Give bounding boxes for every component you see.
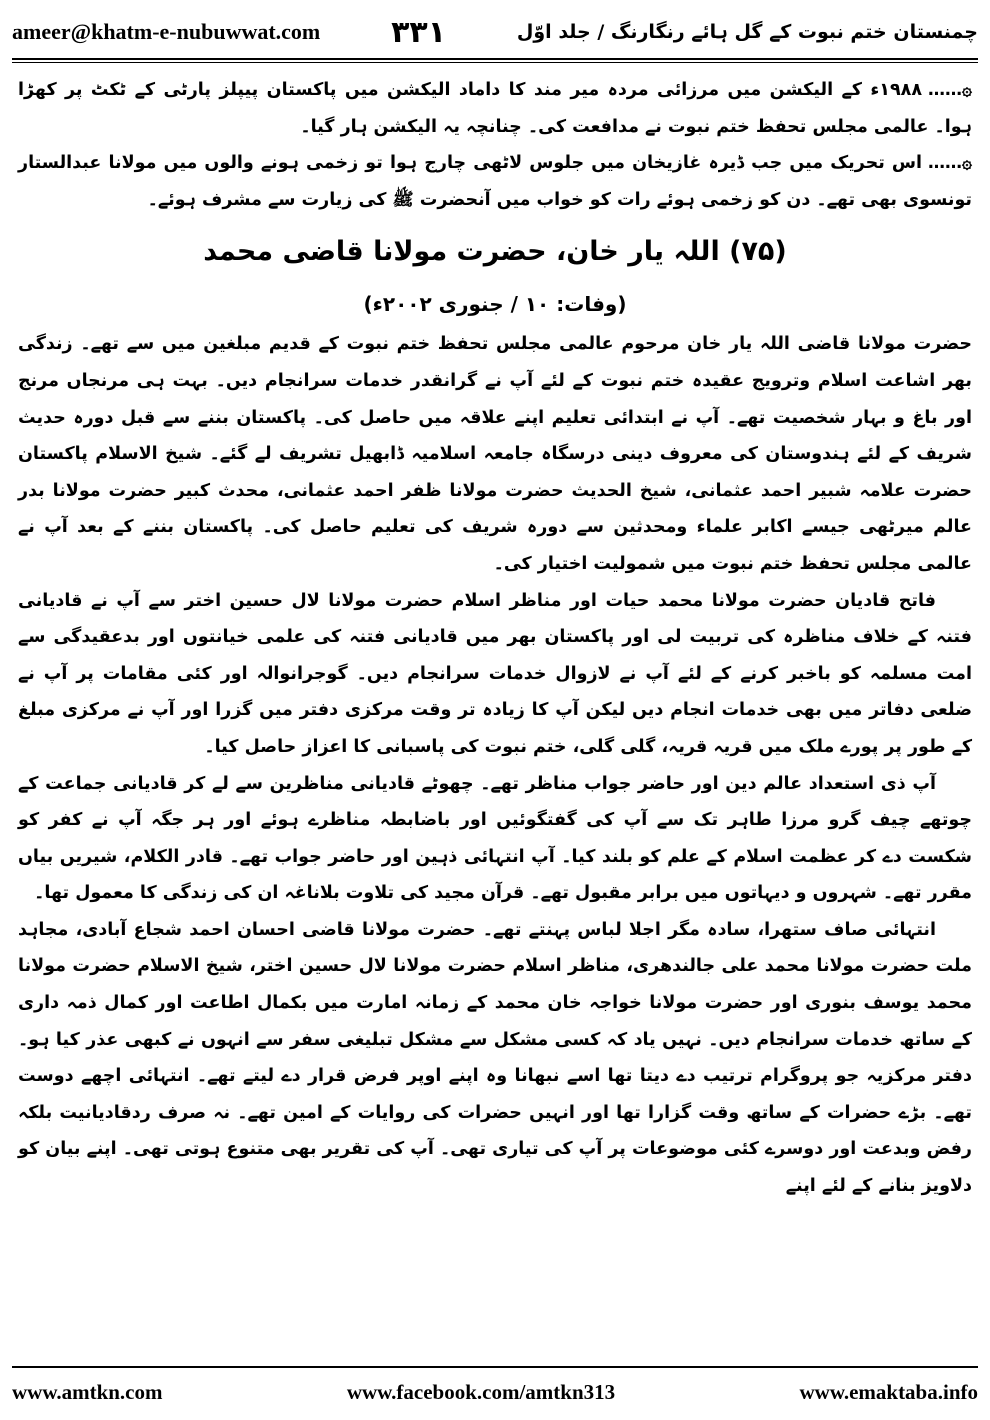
page-footer: [12, 1372, 978, 1412]
body-paragraph: حضرت مولانا قاضی اللہ یار خان مرحوم عالمی مجلس تحفظ ختم نبوت کے قدیم مبلغین میں سے تھے۔ زندگی بھر اشاعت اسلام وترویج عقیدہ ختم نبوت کے لئے آپ نے گرانقدر خدمات سرانجام دیں۔ بہت ہی مرنجاں مرنج اور باغ و بہار شخصیت تھے۔ آپ نے ابتدائی تعلیم اپنے علاقہ میں حاصل کی۔ پاکستان بننے سے قبل دورہ حدیث شریف کے لئے ہندوستان کی معروف دینی درسگاہ جامعہ اسلامیہ ڈابھیل تشریف لے گئے۔ شیخ الاسلام پاکستان حضرت علامہ شبیر احمد عثمانی، شیخ الحدیث حضرت مولانا ظفر احمد عثمانی، محدث کبیر حضرت مولانا بدر عالم میرٹھی جیسے اکابر علماء ومحدثین سے دورہ شریف کی تعلیم حاصل کی۔ پاکستان بننے کے بعد آپ نے عالمی مجلس تحفظ ختم نبوت میں شمولیت اختیار کی۔: [18, 334, 972, 574]
page-number: ۳۳۱: [391, 14, 447, 50]
book-title: چمنستان ختم نبوت کے گل ہائے رنگارنگ / جلد اوّل: [516, 21, 978, 43]
page-body: [18, 72, 972, 1360]
header-divider-thin: [12, 62, 978, 63]
footer-link-facebook[interactable]: www.facebook.com/amtkn313: [346, 1379, 616, 1404]
body-paragraph: انتہائی صاف ستھرا، سادہ مگر اجلا لباس پہنتے تھے۔ حضرت مولانا قاضی احسان احمد شجاع آبادی، مجاہد ملت حضرت مولانا محمد علی جالندھری، مناظر اسلام حضرت مولانا لال حسین اختر، شیخ الاسلام حضرت مولانا محمد یوسف بنوری اور حضرت مولانا خواجہ خان محمد کے زمانہ امارت میں بکمال اطاعت اور کمال ذمہ داری کے ساتھ خدمات سرانجام دیں۔ نہیں یاد کہ کسی مشکل سے مشکل تبلیغی سفر سے انہوں نے کبھی عذر کیا ہو۔ دفتر مرکزیہ جو پروگرام ترتیب دے دیتا تھا اسے نبھانا وہ اپنے اوپر فرض قرار دے لیتے تھے۔ انتہائی اچھے دوست تھے۔ بڑے حضرات کے ساتھ وقت گزارا تھا اور انہیں حضرات کی روایات کے امین تھے۔ نہ صرف ردقادیانیت بلکہ رفض وبدعت اور دوسرے کئی موضوعات پر آپ کی تیاری تھی۔ آپ کی تقریر بھی متنوع ہوتی تھی۔ اپنے بیان کو دلاویز بنانے کے لئے اپنے: [18, 919, 972, 1197]
header-email[interactable]: ameer@khatm-e-nubuwwat.com: [12, 19, 321, 44]
body-paragraph: فاتح قادیان حضرت مولانا محمد حیات اور مناظر اسلام حضرت مولانا لال حسین اختر سے آپ نے قادیانی فتنہ کے خلاف مناظرہ کی تربیت لی اور پاکستان بھر میں قادیانی فتنہ کی علمی خیانتوں اور بدعقیدگی سے امت مسلمہ کو باخبر کرنے کے لئے آپ نے لازوال خدمات سرانجام دیں۔ گوجرانوالہ اور کئی مقامات پر آپ نے ضلعی دفاتر میں بھی خدمات انجام دیں لیکن آپ کا زیادہ تر وقت مرکزی دفتر میں گزرا اور آپ نے مرکزی مبلغ کے طور پر پورے ملک میں قریہ قریہ، گلی گلی، ختم نبوت کی پاسبانی کا اعزاز حاصل کیا۔: [18, 590, 972, 757]
body-paragraph: آپ ذی استعداد عالم دین اور حاضر جواب مناظر تھے۔ چھوٹے قادیانی مناظرین سے لے کر قادیانی جماعت کے چوتھے چیف گرو مرزا طاہر تک سے آپ کی گفتگوئیں اور باضابطہ مناظرے ہوئے اور ہر جگہ آپ نے کفر کو شکست دے کر عظمت اسلام کے علم کو بلند کیا۔ آپ انتہائی ذہین اور حاضر جواب تھے۔ قادر الکلام، شیریں بیاں مقرر تھے۔ شہروں و دیہاتوں میں برابر مقبول تھے۔ قرآن مجید کی تلاوت بلاناغہ ان کی زندگی کا معمول تھا۔: [18, 773, 972, 904]
bullet-text: ۱۹۸۸ء کے الیکشن میں مرزائی مردہ میر مند کا داماد الیکشن میں پاکستان پیپلز پارٹی کے ٹکٹ پر کھڑا ہوا۔ عالمی مجلس تحفظ ختم نبوت نے مدافعت کی۔ چنانچہ یہ الیکشن ہار گیا۔: [18, 80, 972, 137]
footer-link-amtkn[interactable]: www.amtkn.com: [12, 1379, 163, 1404]
bullet-item: [18, 145, 972, 218]
flower-bullet-icon: ۞……: [928, 153, 972, 174]
section-heading: (۷۵) اللہ یار خان، حضرت مولانا قاضی محمد: [203, 236, 787, 268]
footer-divider: [12, 1366, 978, 1368]
bullet-text: اس تحریک میں جب ڈیرہ غازیخان میں جلوس لاٹھی چارج ہوا تو زخمی ہونے والوں میں مولانا عبدالستار تونسوی بھی تھے۔ دن کو زخمی ہوئے رات کو خواب میں آنحضرت ﷺ کی زیارت سے مشرف ہوئے۔: [18, 153, 972, 210]
death-date: (وفات: ۱۰ / جنوری ۲۰۰۲ء): [363, 292, 627, 317]
footer-link-emaktaba[interactable]: www.emaktaba.info: [799, 1379, 978, 1404]
header-divider: [12, 58, 978, 60]
flower-bullet-icon: ۞……: [928, 80, 972, 100]
page-header: [12, 8, 978, 56]
bullet-item: [18, 72, 972, 145]
